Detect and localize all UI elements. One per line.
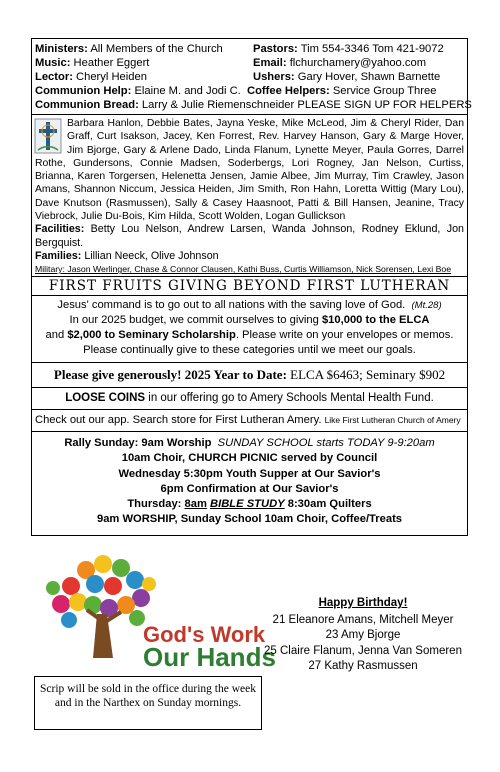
communion-help-label: Communion Help: bbox=[35, 85, 132, 97]
music-row bbox=[35, 56, 464, 70]
ff-line-2-text: In our 2025 budget, we commit ourselves to giving bbox=[69, 314, 322, 327]
communion-bread-row bbox=[35, 98, 472, 112]
military-value: Jason Werlinger, Chase & Connor Clausen, Kathi Buss, Curtis Williamson, Nick Sorensen, Lexi Boe bbox=[67, 264, 452, 275]
pastors-value: Tim 554-3346 Tom 421-9072 bbox=[300, 43, 444, 55]
facilities-label: Facilities: bbox=[35, 223, 85, 236]
coffee-label: Coffee Helpers: bbox=[247, 85, 330, 97]
facilities-value: Betty Lou Nelson, Andrew Larsen, Wanda Johnson, Rodney Eklund, Jon Bergquist. bbox=[35, 223, 464, 249]
music-label: Music: bbox=[35, 57, 71, 69]
first-fruits-title: FIRST FRUITS GIVING BEYOND FIRST LUTHERAN bbox=[32, 277, 467, 296]
ff-line-3-post: . Please write on your envelopes or memos. bbox=[235, 329, 454, 342]
birthday-entry: 27 Kathy Rasmussen bbox=[308, 660, 418, 672]
email-link[interactable]: flchurchamery@yahoo.com bbox=[289, 57, 427, 69]
thursday-label: Thursday: bbox=[127, 498, 185, 511]
first-fruits-section bbox=[32, 277, 467, 363]
prayer-section bbox=[32, 115, 467, 277]
email-label: Email: bbox=[253, 57, 287, 69]
ff-scripture-ref: (Mt.28) bbox=[411, 300, 442, 312]
give-label: Please give generously! 2025 Year to Date: bbox=[53, 367, 287, 383]
app-section bbox=[32, 410, 467, 432]
bible-study-time: 8am bbox=[184, 498, 207, 511]
music-value: Heather Eggert bbox=[73, 57, 150, 69]
bread-label: Communion Bread: bbox=[35, 99, 139, 111]
staff-section bbox=[32, 39, 472, 115]
ministers-row bbox=[35, 42, 464, 56]
ministers-value: All Members of the Church bbox=[90, 43, 223, 55]
ministers-label: Ministers: bbox=[35, 43, 88, 55]
military-row bbox=[35, 263, 464, 275]
logo-line-1: God's Work bbox=[143, 622, 266, 647]
facebook-text: Like First Lutheran Church of Amery bbox=[324, 415, 461, 426]
logo-line-2: Our Hands bbox=[143, 642, 276, 672]
families-row bbox=[35, 250, 464, 263]
ff-line-2 bbox=[35, 313, 464, 328]
birthday-entry: 25 Claire Flanum, Jenna Van Someren bbox=[264, 644, 462, 657]
communion-help-row bbox=[35, 84, 464, 98]
lector-value: Cheryl Heiden bbox=[76, 71, 147, 83]
give-section bbox=[32, 363, 467, 388]
ff-line-4: Please continually give to these categories until we meet our goals. bbox=[83, 344, 416, 357]
schedule-line-1 bbox=[32, 436, 467, 451]
birthday-title: Happy Birthday! bbox=[318, 597, 408, 609]
birthday-entry: 23 Amy Bjorge bbox=[325, 629, 401, 641]
give-totals: ELCA $6463; Seminary $902 bbox=[286, 367, 446, 383]
ushers-value: Gary Hover, Shawn Barnette bbox=[297, 71, 441, 83]
families-value: Lillian Neeck, Olive Johnson bbox=[84, 249, 219, 262]
schedule-line-5 bbox=[32, 497, 467, 512]
coffee-value: Service Group Three bbox=[332, 85, 437, 97]
schedule-line-3: Wednesday 5:30pm Youth Supper at Our Savior's bbox=[118, 467, 381, 480]
facilities-row bbox=[35, 223, 464, 250]
loose-coins-label: LOOSE COINS bbox=[65, 392, 146, 405]
prayer-list: Barbara Hanlon, Debbie Bates, Jayna Yeske, Mike McLeod, Jim & Cheryl Rider, Dan Graff, Curt Isakson, Jacey, Ken Forrest, Rev. Harvey Hanson, Gary & Marge Hover, Jim Bjorge, Gary & Arlene Dado, Linda Flanum, Lynette Meyer, Paula Gorres, Darrel Rothe, Gundersons, Connie Madsen, Soderbergs, Lori Rogney, Jan Nelson, Curtiss, Brianna, Karen Torgersen, Helenetta Jensen, Jamie Albee, Jim Murray, Tim Crawley, Jason Amans, Shannon Niccum, Jessica Heiden, Jim Smith, Ron Hahn, Loretta Wittig (Mary Lou), Dave Knutson (Rasmussen), Sally & Casey Haasnoot, Patti & Bill Hansen, Jeanine, Tracy Viebrock, Julie Du-Bois, Kim Hilda, Scott Wolden, Logan Gullickson bbox=[35, 118, 464, 223]
first-fruits-body bbox=[35, 296, 464, 358]
ff-line-1-text: Jesus' command is to go out to all nations with the saving love of God. bbox=[57, 299, 406, 312]
cross-icon bbox=[35, 119, 61, 153]
ff-seminary-amount: $2,000 to Seminary Scholarship bbox=[67, 329, 236, 342]
quilters-text: 8:30am Quilters bbox=[284, 498, 372, 511]
birthday-entry: 21 Eleanore Amans, Mitchell Meyer bbox=[272, 613, 454, 626]
schedule-line-6: 9am WORSHIP, Sunday School 10am Choir, Coffee/Treats bbox=[96, 513, 403, 526]
military-label: Military: bbox=[35, 264, 65, 275]
tree-of-hands-icon bbox=[31, 550, 276, 672]
app-text: Check out our app. Search store for First Lutheran Amery. bbox=[35, 414, 322, 427]
communion-help-value: Elaine M. and Jodi C. bbox=[134, 85, 241, 97]
sunday-school-start: SUNDAY SCHOOL starts TODAY 9-9:20am bbox=[217, 437, 435, 450]
schedule-section bbox=[32, 432, 467, 527]
birthday-section bbox=[263, 596, 463, 675]
ff-elca-amount: $10,000 to the ELCA bbox=[321, 314, 430, 327]
ushers-label: Ushers: bbox=[253, 71, 295, 83]
ff-line-3-pre: and bbox=[45, 329, 68, 342]
schedule-line-4: 6pm Confirmation at Our Savior's bbox=[160, 482, 339, 495]
ff-line-3 bbox=[35, 328, 464, 343]
ff-line-1 bbox=[35, 298, 464, 313]
pastors-label: Pastors: bbox=[253, 43, 298, 55]
families-label: Families: bbox=[35, 249, 82, 262]
loose-coins-section bbox=[32, 388, 467, 410]
schedule-line-2: 10am Choir, CHURCH PICNIC served by Council bbox=[121, 452, 378, 465]
bulletin-page bbox=[31, 38, 472, 536]
bible-study-label: BIBLE STUDY bbox=[210, 498, 285, 511]
lector-label: Lector: bbox=[35, 71, 73, 83]
rally-sunday: Rally Sunday: 9am Worship bbox=[64, 437, 212, 450]
bottom-area bbox=[31, 550, 468, 750]
loose-coins-text: in our offering go to Amery Schools Mental Health Fund. bbox=[145, 392, 434, 405]
lector-row bbox=[35, 70, 464, 84]
scrip-notice: Scrip will be sold in the office during the week and in the Narthex on Sunday mornings. bbox=[34, 676, 262, 730]
bread-value: Larry & Julie Riemenschneider PLEASE SIGN UP FOR HELPERS bbox=[141, 99, 472, 111]
